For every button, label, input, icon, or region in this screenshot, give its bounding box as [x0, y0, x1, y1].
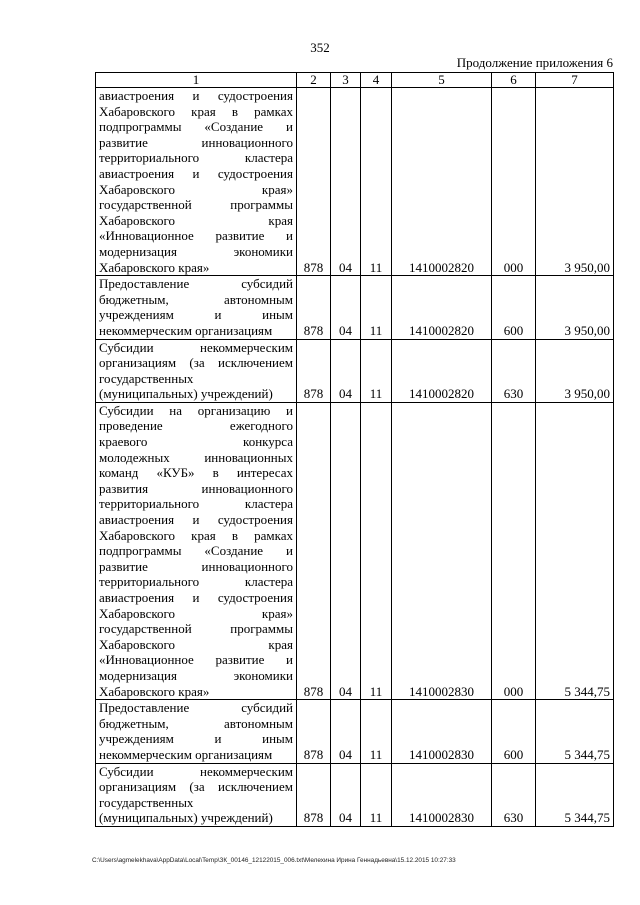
- description-line: «Инновационное развитие и: [99, 228, 293, 244]
- table-row: [96, 763, 614, 826]
- table-row: [96, 700, 614, 763]
- description-line: некоммерческим организациям: [99, 322, 273, 338]
- description-line: государственной программы: [99, 197, 293, 213]
- cell-amount: 5 344,75: [536, 700, 614, 763]
- description-line: бюджетным, автономным: [99, 715, 293, 731]
- cell-section: 04: [331, 339, 361, 402]
- cell-expense-type: 000: [492, 88, 536, 276]
- description-line: Хабаровского края»: [99, 259, 210, 275]
- description-line: Хабаровского края в рамках: [99, 527, 293, 543]
- description-line: развития инновационного: [99, 480, 293, 496]
- footer-path: C:\Users\agmelekhava\AppData\Local\Temp\ЗК_00146_12122015_006.txt\Мелехина Ирина Геннадьевна\15.12.2015 10:27:33: [92, 857, 456, 864]
- cell-target-article: 1410002830: [392, 402, 492, 699]
- description-line: (муниципальных) учреждений): [99, 386, 273, 402]
- cell-expense-type: 600: [492, 276, 536, 339]
- header-col-3: 3: [331, 73, 361, 88]
- description-line: некоммерческим организациям: [99, 746, 273, 762]
- description-line: государственных: [99, 794, 194, 810]
- table-row: [96, 88, 614, 276]
- description-line: команд «КУБ» в интересах: [99, 465, 293, 481]
- cell-expense-type: 600: [492, 700, 536, 763]
- description-line: Хабаровского края»: [99, 683, 210, 699]
- description-line: Хабаровского края: [99, 212, 293, 228]
- description-line: Субсидии некоммерческим: [99, 763, 293, 779]
- cell-amount: 3 950,00: [536, 88, 614, 276]
- header-col-1: 1: [96, 73, 297, 88]
- cell-ministry: 878: [297, 763, 331, 826]
- header-col-5: 5: [392, 73, 492, 88]
- table-row: [96, 402, 614, 699]
- page-number: 352: [310, 40, 330, 55]
- cell-ministry: 878: [297, 402, 331, 699]
- description-line: подпрограммы «Создание и: [99, 543, 293, 559]
- description-line: (муниципальных) учреждений): [99, 810, 273, 826]
- cell-section: 04: [331, 700, 361, 763]
- description-line: территориального кластера: [99, 150, 293, 166]
- cell-amount: 5 344,75: [536, 763, 614, 826]
- row-description: [96, 276, 297, 339]
- cell-subsection: 11: [361, 763, 392, 826]
- description-line: Предоставление субсидий: [99, 276, 293, 292]
- cell-section: 04: [331, 276, 361, 339]
- cell-subsection: 11: [361, 339, 392, 402]
- description-line: Хабаровского края: [99, 636, 293, 652]
- description-line: модернизация экономики: [99, 667, 293, 683]
- cell-subsection: 11: [361, 88, 392, 276]
- cell-target-article: 1410002820: [392, 88, 492, 276]
- cell-subsection: 11: [361, 276, 392, 339]
- header-col-2: 2: [297, 73, 331, 88]
- budget-table: [95, 72, 614, 827]
- description-line: развитие инновационного: [99, 558, 293, 574]
- header-col-4: 4: [361, 73, 392, 88]
- cell-expense-type: 630: [492, 763, 536, 826]
- description-line: краевого конкурса: [99, 434, 293, 450]
- table-header: [96, 73, 614, 88]
- description-line: подпрограммы «Создание и: [99, 119, 293, 135]
- continuation-label: Продолжение приложения 6: [456, 55, 613, 70]
- description-line: развитие инновационного: [99, 134, 293, 150]
- description-line: Хабаровского края»: [99, 181, 293, 197]
- description-line: учреждениям и иным: [99, 731, 293, 747]
- description-line: бюджетным, автономным: [99, 291, 293, 307]
- description-line: организациям (за исключением: [99, 355, 293, 371]
- row-description: [96, 402, 297, 699]
- description-line: Предоставление субсидий: [99, 700, 293, 716]
- description-line: Субсидии на организацию и: [99, 402, 293, 418]
- cell-section: 04: [331, 402, 361, 699]
- cell-amount: 3 950,00: [536, 339, 614, 402]
- description-line: молодежных инновационных: [99, 449, 293, 465]
- cell-subsection: 11: [361, 402, 392, 699]
- description-line: авиастроения и судостроения: [99, 88, 293, 103]
- description-line: проведение ежегодного: [99, 418, 293, 434]
- description-line: организациям (за исключением: [99, 779, 293, 795]
- header-col-6: 6: [492, 73, 536, 88]
- cell-amount: 3 950,00: [536, 276, 614, 339]
- description-line: территориального кластера: [99, 496, 293, 512]
- description-line: государственных: [99, 370, 194, 386]
- description-line: государственной программы: [99, 621, 293, 637]
- header-row: [96, 73, 614, 88]
- row-description: [96, 88, 297, 276]
- cell-ministry: 878: [297, 88, 331, 276]
- description-line: модернизация экономики: [99, 243, 293, 259]
- table-body: [96, 88, 614, 827]
- row-description: [96, 700, 297, 763]
- cell-ministry: 878: [297, 700, 331, 763]
- cell-amount: 5 344,75: [536, 402, 614, 699]
- description-line: «Инновационное развитие и: [99, 652, 293, 668]
- header-col-7: 7: [536, 73, 614, 88]
- table-row: [96, 276, 614, 339]
- cell-expense-type: 630: [492, 339, 536, 402]
- description-line: Хабаровского края»: [99, 605, 293, 621]
- row-description: [96, 339, 297, 402]
- cell-target-article: 1410002830: [392, 700, 492, 763]
- cell-subsection: 11: [361, 700, 392, 763]
- table-row: [96, 339, 614, 402]
- description-line: авиастроения и судостроения: [99, 512, 293, 528]
- description-line: учреждениям и иным: [99, 307, 293, 323]
- cell-section: 04: [331, 763, 361, 826]
- description-line: авиастроения и судостроения: [99, 165, 293, 181]
- cell-target-article: 1410002820: [392, 276, 492, 339]
- row-description: [96, 763, 297, 826]
- cell-expense-type: 000: [492, 402, 536, 699]
- cell-target-article: 1410002830: [392, 763, 492, 826]
- cell-target-article: 1410002820: [392, 339, 492, 402]
- cell-section: 04: [331, 88, 361, 276]
- description-line: Субсидии некоммерческим: [99, 339, 293, 355]
- description-line: территориального кластера: [99, 574, 293, 590]
- cell-ministry: 878: [297, 276, 331, 339]
- description-line: Хабаровского края в рамках: [99, 103, 293, 119]
- cell-ministry: 878: [297, 339, 331, 402]
- description-line: авиастроения и судостроения: [99, 590, 293, 605]
